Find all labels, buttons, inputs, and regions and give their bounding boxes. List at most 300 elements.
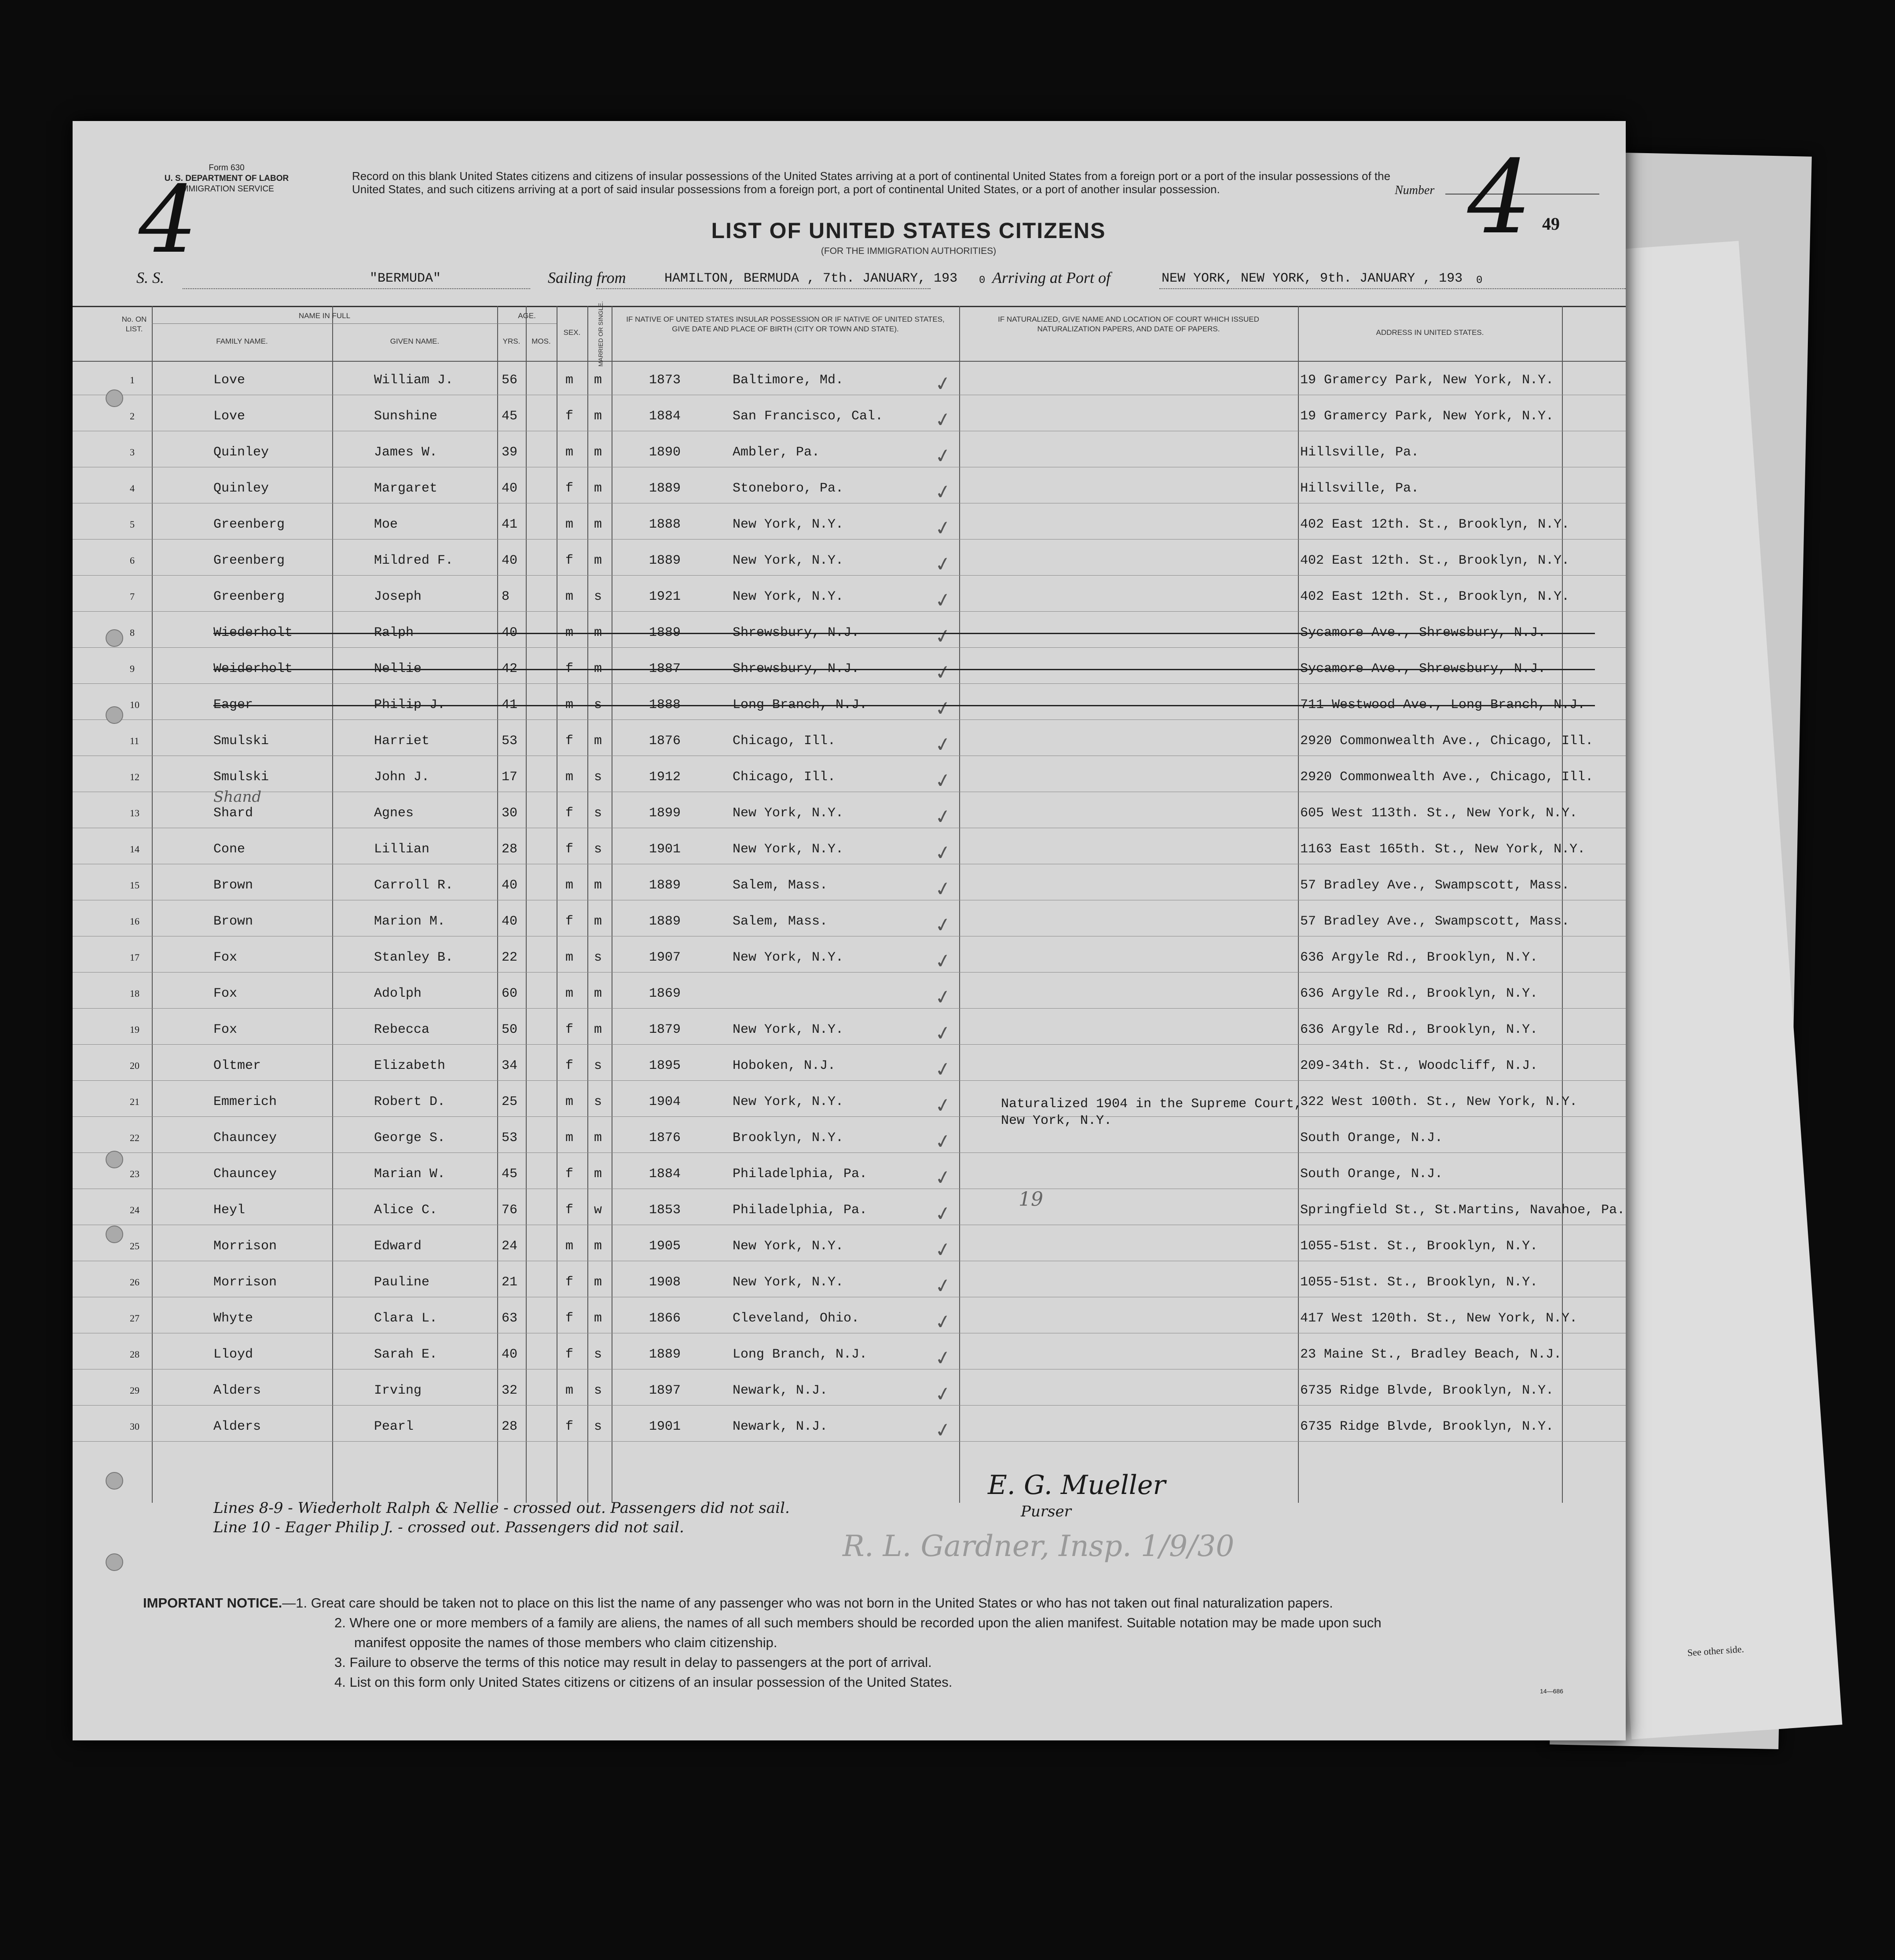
age-years: 50 xyxy=(502,1022,518,1037)
table-row xyxy=(73,1189,1626,1226)
note-line: Lines 8-9 - Wiederholt Ralph & Nellie - crossed out. Passengers did not sail. xyxy=(213,1499,790,1517)
table-row xyxy=(73,937,1626,973)
address: Sycamore Ave., Shrewsbury, N.J. xyxy=(1300,625,1546,640)
age-years: 45 xyxy=(502,409,518,424)
sex: f xyxy=(565,1311,574,1326)
given-name: Agnes xyxy=(374,806,414,821)
age-years: 41 xyxy=(502,517,518,532)
check-mark-icon: ✓ xyxy=(933,624,953,649)
arriving-year-suffix: 0 xyxy=(1476,275,1483,286)
handwritten-corner-mark: 4 xyxy=(139,166,198,274)
address: 636 Argyle Rd., Brooklyn, N.Y. xyxy=(1300,950,1538,965)
row-number: 30 xyxy=(130,1421,139,1432)
check-mark-icon: ✓ xyxy=(933,1201,953,1226)
birth-year: 1889 xyxy=(649,878,681,893)
age-years: 28 xyxy=(502,842,518,857)
birth-place: Ambler, Pa. xyxy=(733,445,820,460)
family-name: Chauncey xyxy=(213,1130,277,1145)
table-row xyxy=(73,648,1626,684)
table-rule xyxy=(73,306,1626,307)
birth-place: Stoneboro, Pa. xyxy=(733,481,844,496)
sex: m xyxy=(565,770,574,785)
row-number: 9 xyxy=(130,663,135,674)
row-rule xyxy=(73,647,1626,648)
table-row xyxy=(73,1081,1626,1117)
marital-status: s xyxy=(594,842,602,857)
family-name: Morrison xyxy=(213,1275,277,1290)
given-name: Pauline xyxy=(374,1275,430,1290)
sex: f xyxy=(565,1203,574,1218)
check-mark-icon: ✓ xyxy=(933,985,953,1010)
given-name: Elizabeth xyxy=(374,1058,446,1073)
given-name: Alice C. xyxy=(374,1203,438,1218)
table-row xyxy=(73,1262,1626,1298)
address: 19 Gramercy Park, New York, N.Y. xyxy=(1300,373,1554,388)
table-row xyxy=(73,468,1626,504)
check-mark-icon: ✓ xyxy=(933,804,953,830)
purser-signature: E. G. Mueller xyxy=(988,1470,1166,1501)
table-row xyxy=(73,360,1626,396)
marital-status: m xyxy=(594,373,602,388)
age-years: 30 xyxy=(502,806,518,821)
age-years: 45 xyxy=(502,1167,518,1182)
sex: f xyxy=(565,1167,574,1182)
marital-status: m xyxy=(594,878,602,893)
age-years: 32 xyxy=(502,1383,518,1398)
check-mark-icon: ✓ xyxy=(933,913,953,938)
family-name: Brown xyxy=(213,914,253,929)
table-row xyxy=(73,1153,1626,1189)
column-header-address: ADDRESS IN UNITED STATES. xyxy=(1376,328,1484,337)
check-mark-icon: ✓ xyxy=(933,1310,953,1335)
row-number: 22 xyxy=(130,1132,139,1143)
punch-hole xyxy=(106,1226,123,1243)
naturalization-note: Naturalized 1904 in the Supreme Court, New York, N.Y. xyxy=(1001,1097,1302,1128)
address: 57 Bradley Ave., Swampscott, Mass. xyxy=(1300,878,1570,893)
purser-title: Purser xyxy=(1021,1503,1071,1520)
sex: f xyxy=(565,409,574,424)
age-years: 53 xyxy=(502,1130,518,1145)
row-number: 18 xyxy=(130,988,139,999)
birth-year: 1853 xyxy=(649,1203,681,1218)
birth-place: New York, N.Y. xyxy=(733,589,844,604)
table-row xyxy=(73,396,1626,432)
birth-place: Salem, Mass. xyxy=(733,914,828,929)
given-name: Mildred F. xyxy=(374,553,454,568)
address: 2920 Commonwealth Ave., Chicago, Ill. xyxy=(1300,770,1594,785)
given-name: Sarah E. xyxy=(374,1347,438,1362)
birth-year: 1899 xyxy=(649,806,681,821)
row-number: 2 xyxy=(130,411,135,422)
row-number: 4 xyxy=(130,483,135,494)
birth-place: San Francisco, Cal. xyxy=(733,409,883,424)
sex: f xyxy=(565,842,574,857)
table-row xyxy=(73,1045,1626,1081)
check-mark-icon: ✓ xyxy=(933,1382,953,1407)
row-number: 3 xyxy=(130,447,135,458)
passenger-table xyxy=(73,301,1626,1498)
manifest-page xyxy=(73,121,1626,1740)
given-name: Adolph xyxy=(374,986,422,1001)
punch-hole xyxy=(106,389,123,407)
table-row xyxy=(73,1117,1626,1153)
birth-year: 1895 xyxy=(649,1058,681,1073)
row-number: 24 xyxy=(130,1204,139,1215)
row-number: 11 xyxy=(130,735,139,746)
birth-year: 1879 xyxy=(649,1022,681,1037)
row-number: 27 xyxy=(130,1313,139,1324)
table-row xyxy=(73,576,1626,612)
address: South Orange, N.J. xyxy=(1300,1130,1443,1145)
age-years: 41 xyxy=(502,697,518,712)
age-years: 40 xyxy=(502,625,518,640)
birth-year: 1876 xyxy=(649,734,681,749)
birth-year: 1890 xyxy=(649,445,681,460)
number-label: Number xyxy=(1395,184,1435,197)
birth-year: 1889 xyxy=(649,914,681,929)
family-name: Greenberg xyxy=(213,589,285,604)
marital-status: s xyxy=(594,1383,602,1398)
table-row xyxy=(73,540,1626,576)
row-rule xyxy=(73,719,1626,720)
check-mark-icon: ✓ xyxy=(933,1093,953,1118)
family-name: Smulski xyxy=(213,734,269,749)
address: 417 West 120th. St., New York, N.Y. xyxy=(1300,1311,1578,1326)
note-line: Line 10 - Eager Philip J. - crossed out. Passengers did not sail. xyxy=(213,1519,684,1536)
marital-status: w xyxy=(594,1203,602,1218)
address: 1055-51st. St., Brooklyn, N.Y. xyxy=(1300,1239,1538,1254)
marital-status: s xyxy=(594,1058,602,1073)
column-header-birth: IF NATIVE OF UNITED STATES INSULAR POSSESSION OR IF NATIVE OF UNITED STATES, GIVE DATE AND PLACE OF BIRTH (CITY OR TOWN AND STATE). xyxy=(626,315,945,333)
given-name: Joseph xyxy=(374,589,422,604)
age-years: 39 xyxy=(502,445,518,460)
row-number: 20 xyxy=(130,1060,139,1071)
column-header-sex: SEX. xyxy=(563,328,581,337)
given-name: Margaret xyxy=(374,481,438,496)
table-row xyxy=(73,865,1626,901)
row-number: 21 xyxy=(130,1096,139,1107)
age-years: 63 xyxy=(502,1311,518,1326)
marital-status: m xyxy=(594,517,602,532)
row-rule xyxy=(73,539,1626,540)
row-rule xyxy=(73,1080,1626,1081)
form-number: Form 630 xyxy=(209,163,245,173)
birth-place: New York, N.Y. xyxy=(733,1022,844,1037)
table-row xyxy=(73,1298,1626,1334)
family-name: Eager xyxy=(213,697,253,712)
sex: f xyxy=(565,914,574,929)
address: Hillsville, Pa. xyxy=(1300,445,1419,460)
row-rule xyxy=(73,1441,1626,1442)
sex: m xyxy=(565,1094,574,1109)
notice-label: IMPORTANT NOTICE. xyxy=(143,1595,282,1611)
birth-place: Newark, N.J. xyxy=(733,1419,828,1434)
address: 711 Westwood Ave., Long Branch, N.J. xyxy=(1300,697,1586,712)
marital-status: m xyxy=(594,1275,602,1290)
handwritten-notes xyxy=(213,1498,790,1537)
marital-status: m xyxy=(594,1022,602,1037)
sex: m xyxy=(565,625,574,640)
check-mark-icon: ✓ xyxy=(933,516,953,541)
row-number: 10 xyxy=(130,699,139,710)
marital-status: m xyxy=(594,1311,602,1326)
notice-item: 3. Failure to observe the terms of this notice may result in delay to passengers at the port of arrival. xyxy=(334,1655,932,1670)
sex: f xyxy=(565,661,574,676)
row-number: 16 xyxy=(130,916,139,927)
punch-hole xyxy=(106,1472,123,1490)
check-mark-icon: ✓ xyxy=(933,1057,953,1082)
age-years: 8 xyxy=(502,589,510,604)
birth-year: 1908 xyxy=(649,1275,681,1290)
marital-status: m xyxy=(594,625,602,640)
birth-place: Chicago, Ill. xyxy=(733,770,836,785)
voyage-line xyxy=(136,268,1615,290)
family-name: Fox xyxy=(213,950,238,965)
address: 322 West 100th. St., New York, N.Y. xyxy=(1300,1094,1578,1109)
check-mark-icon: ✓ xyxy=(933,1129,953,1154)
table-row xyxy=(73,504,1626,540)
birth-year: 1889 xyxy=(649,481,681,496)
family-name: Heyl xyxy=(213,1203,246,1218)
family-name: Whyte xyxy=(213,1311,253,1326)
marital-status: m xyxy=(594,481,602,496)
dotted-rule xyxy=(596,288,931,289)
service-name: IMMIGRATION SERVICE xyxy=(179,184,274,194)
check-mark-icon: ✓ xyxy=(933,841,953,866)
given-name: Sunshine xyxy=(374,409,438,424)
marital-status: s xyxy=(594,697,602,712)
given-name: Carroll R. xyxy=(374,878,454,893)
family-name: Chauncey xyxy=(213,1167,277,1182)
punch-hole xyxy=(106,1553,123,1571)
sex: f xyxy=(565,734,574,749)
check-mark-icon: ✓ xyxy=(933,1237,953,1263)
family-name: Wiederholt xyxy=(213,625,293,640)
family-name: Alders xyxy=(213,1383,261,1398)
age-years: 21 xyxy=(502,1275,518,1290)
sex: m xyxy=(565,1239,574,1254)
birth-place: New York, N.Y. xyxy=(733,842,844,857)
given-name: Marian W. xyxy=(374,1167,446,1182)
address: Springfield St., St.Martins, Navahoe, Pa. xyxy=(1300,1203,1625,1218)
handwritten-correction: Shand xyxy=(213,788,262,806)
margin-mark: 19 xyxy=(1019,1188,1043,1211)
dotted-rule xyxy=(1159,288,1626,289)
birth-place: New York, N.Y. xyxy=(733,1239,844,1254)
table-row xyxy=(73,612,1626,648)
column-header-family-name: FAMILY NAME. xyxy=(216,337,268,345)
family-name: Lloyd xyxy=(213,1347,253,1362)
check-mark-icon: ✓ xyxy=(933,949,953,974)
sex: m xyxy=(565,950,574,965)
birth-year: 1889 xyxy=(649,1347,681,1362)
given-name: Ralph xyxy=(374,625,414,640)
row-number: 8 xyxy=(130,627,135,638)
age-years: 40 xyxy=(502,553,518,568)
marital-status: s xyxy=(594,1419,602,1434)
check-mark-icon: ✓ xyxy=(933,1021,953,1046)
birth-year: 1907 xyxy=(649,950,681,965)
marital-status: s xyxy=(594,806,602,821)
birth-year: 1901 xyxy=(649,1419,681,1434)
sex: m xyxy=(565,589,574,604)
marital-status: s xyxy=(594,1347,602,1362)
column-header-naturalized: IF NATURALIZED, GIVE NAME AND LOCATION OF COURT WHICH ISSUED NATURALIZATION PAPERS, AND DATE OF PAPERS. xyxy=(998,315,1259,333)
marital-status: m xyxy=(594,445,602,460)
given-name: Robert D. xyxy=(374,1094,446,1109)
marital-status: m xyxy=(594,1167,602,1182)
family-name: Smulski xyxy=(213,770,269,785)
address: Sycamore Ave., Shrewsbury, N.J. xyxy=(1300,661,1546,676)
age-years: 22 xyxy=(502,950,518,965)
address: 636 Argyle Rd., Brooklyn, N.Y. xyxy=(1300,986,1538,1001)
birth-place: Philadelphia, Pa. xyxy=(733,1167,868,1182)
address: 23 Maine St., Bradley Beach, N.J. xyxy=(1300,1347,1562,1362)
check-mark-icon: ✓ xyxy=(933,588,953,613)
check-mark-icon: ✓ xyxy=(933,1274,953,1299)
age-years: 40 xyxy=(502,1347,518,1362)
birth-place: Philadelphia, Pa. xyxy=(733,1203,868,1218)
marital-status: s xyxy=(594,589,602,604)
check-mark-icon: ✓ xyxy=(933,732,953,757)
dotted-rule xyxy=(183,288,530,289)
page-number: 49 xyxy=(1542,214,1560,234)
row-number: 1 xyxy=(130,374,135,385)
given-name: Lillian xyxy=(374,842,430,857)
given-name: Irving xyxy=(374,1383,422,1398)
birth-year: 1866 xyxy=(649,1311,681,1326)
sex: m xyxy=(565,517,574,532)
birth-year: 1889 xyxy=(649,553,681,568)
birth-place: New York, N.Y. xyxy=(733,517,844,532)
birth-year: 1887 xyxy=(649,661,681,676)
address: 1055-51st. St., Brooklyn, N.Y. xyxy=(1300,1275,1538,1290)
table-row xyxy=(73,1226,1626,1262)
table-row xyxy=(73,432,1626,468)
check-mark-icon: ✓ xyxy=(933,1165,953,1190)
birth-year: 1888 xyxy=(649,697,681,712)
notice-item: —1. Great care should be taken not to place on this list the name of any passenger who was not born in the United States or who has not taken out final naturalization papers. xyxy=(282,1595,1333,1611)
birth-place: Hoboken, N.J. xyxy=(733,1058,836,1073)
family-name: Love xyxy=(213,409,246,424)
column-header-name-in-full: NAME IN FULL xyxy=(152,311,497,324)
check-mark-icon: ✓ xyxy=(933,768,953,793)
age-years: 34 xyxy=(502,1058,518,1073)
given-name: James W. xyxy=(374,445,438,460)
address: 209-34th. St., Woodcliff, N.J. xyxy=(1300,1058,1538,1073)
family-name: Greenberg xyxy=(213,553,285,568)
address: 605 West 113th. St., New York, N.Y. xyxy=(1300,806,1578,821)
punch-hole xyxy=(106,629,123,647)
ship-name: "BERMUDA" xyxy=(370,271,441,286)
given-name: George S. xyxy=(374,1130,446,1145)
column-header-age: AGE. xyxy=(497,311,557,324)
given-name: Philip J. xyxy=(374,697,446,712)
table-row xyxy=(73,720,1626,756)
sex: f xyxy=(565,1058,574,1073)
check-mark-icon: ✓ xyxy=(933,1418,953,1443)
strike-through-line xyxy=(213,633,1595,634)
form-code: 14—686 xyxy=(1540,1688,1563,1695)
marital-status: m xyxy=(594,914,602,929)
given-name: Nellie xyxy=(374,661,422,676)
given-name: Stanley B. xyxy=(374,950,454,965)
birth-place: New York, N.Y. xyxy=(733,950,844,965)
row-number: 28 xyxy=(130,1349,139,1360)
check-mark-icon: ✓ xyxy=(933,696,953,721)
given-name: Harriet xyxy=(374,734,430,749)
marital-status: m xyxy=(594,1239,602,1254)
marital-status: m xyxy=(594,1130,602,1145)
sex: f xyxy=(565,1275,574,1290)
given-name: Moe xyxy=(374,517,398,532)
row-number: 25 xyxy=(130,1241,139,1252)
family-name: Oltmer xyxy=(213,1058,261,1073)
birth-year: 1873 xyxy=(649,373,681,388)
sailing-from-label: Sailing from xyxy=(548,269,626,286)
birth-place: Chicago, Ill. xyxy=(733,734,836,749)
family-name: Cone xyxy=(213,842,246,857)
ss-label: S. S. xyxy=(136,269,164,286)
family-name: Emmerich xyxy=(213,1094,277,1109)
table-row xyxy=(73,829,1626,865)
family-name: Fox xyxy=(213,986,238,1001)
arriving-label: Arriving at Port of xyxy=(992,269,1111,286)
birth-place: New York, N.Y. xyxy=(733,806,844,821)
table-row xyxy=(73,684,1626,720)
marital-status: m xyxy=(594,986,602,1001)
birth-place: New York, N.Y. xyxy=(733,1094,844,1109)
marital-status: m xyxy=(594,409,602,424)
check-mark-icon: ✓ xyxy=(933,877,953,902)
row-number: 6 xyxy=(130,555,135,566)
birth-place: Shrewsbury, N.J. xyxy=(733,661,860,676)
strike-through-line xyxy=(213,705,1595,706)
sex: f xyxy=(565,1347,574,1362)
row-rule xyxy=(73,683,1626,684)
age-years: 76 xyxy=(502,1203,518,1218)
birth-place: Newark, N.J. xyxy=(733,1383,828,1398)
row-rule xyxy=(73,1008,1626,1009)
address: 57 Bradley Ave., Swampscott, Mass. xyxy=(1300,914,1570,929)
address: 636 Argyle Rd., Brooklyn, N.Y. xyxy=(1300,1022,1538,1037)
birth-year: 1884 xyxy=(649,409,681,424)
birth-year: 1888 xyxy=(649,517,681,532)
record-instructions: Record on this blank United States citizens and citizens of insular possessions of the United States arriving at a port of continental United States from a foreign port or a port of the insular possessions of the United States, and such citizens arriving at a port of said insular possessions from a foreign port, a port of continental United States, or a port of another insular possession. xyxy=(352,169,1391,196)
row-rule xyxy=(73,972,1626,973)
check-mark-icon: ✓ xyxy=(933,407,953,433)
row-number: 15 xyxy=(130,880,139,891)
marital-status: s xyxy=(594,950,602,965)
side-page-fragment: See other side. xyxy=(1687,1643,1745,1659)
column-header-married: MARRIED OR SINGLE. xyxy=(597,301,604,367)
birth-year: 1921 xyxy=(649,589,681,604)
age-years: 42 xyxy=(502,661,518,676)
birth-place: New York, N.Y. xyxy=(733,553,844,568)
table-row xyxy=(73,1334,1626,1370)
family-name: Greenberg xyxy=(213,517,285,532)
birth-place: Long Branch, N.J. xyxy=(733,697,868,712)
age-years: 28 xyxy=(502,1419,518,1434)
address: 402 East 12th. St., Brooklyn, N.Y. xyxy=(1300,553,1570,568)
address: 6735 Ridge Blvde, Brooklyn, N.Y. xyxy=(1300,1383,1554,1398)
sex: m xyxy=(565,986,574,1001)
check-mark-icon: ✓ xyxy=(933,1346,953,1371)
age-years: 40 xyxy=(502,914,518,929)
birth-place: Brooklyn, N.Y. xyxy=(733,1130,844,1145)
sailing-from-value: HAMILTON, BERMUDA , 7th. JANUARY, 193 xyxy=(664,271,958,286)
row-rule xyxy=(73,1405,1626,1406)
